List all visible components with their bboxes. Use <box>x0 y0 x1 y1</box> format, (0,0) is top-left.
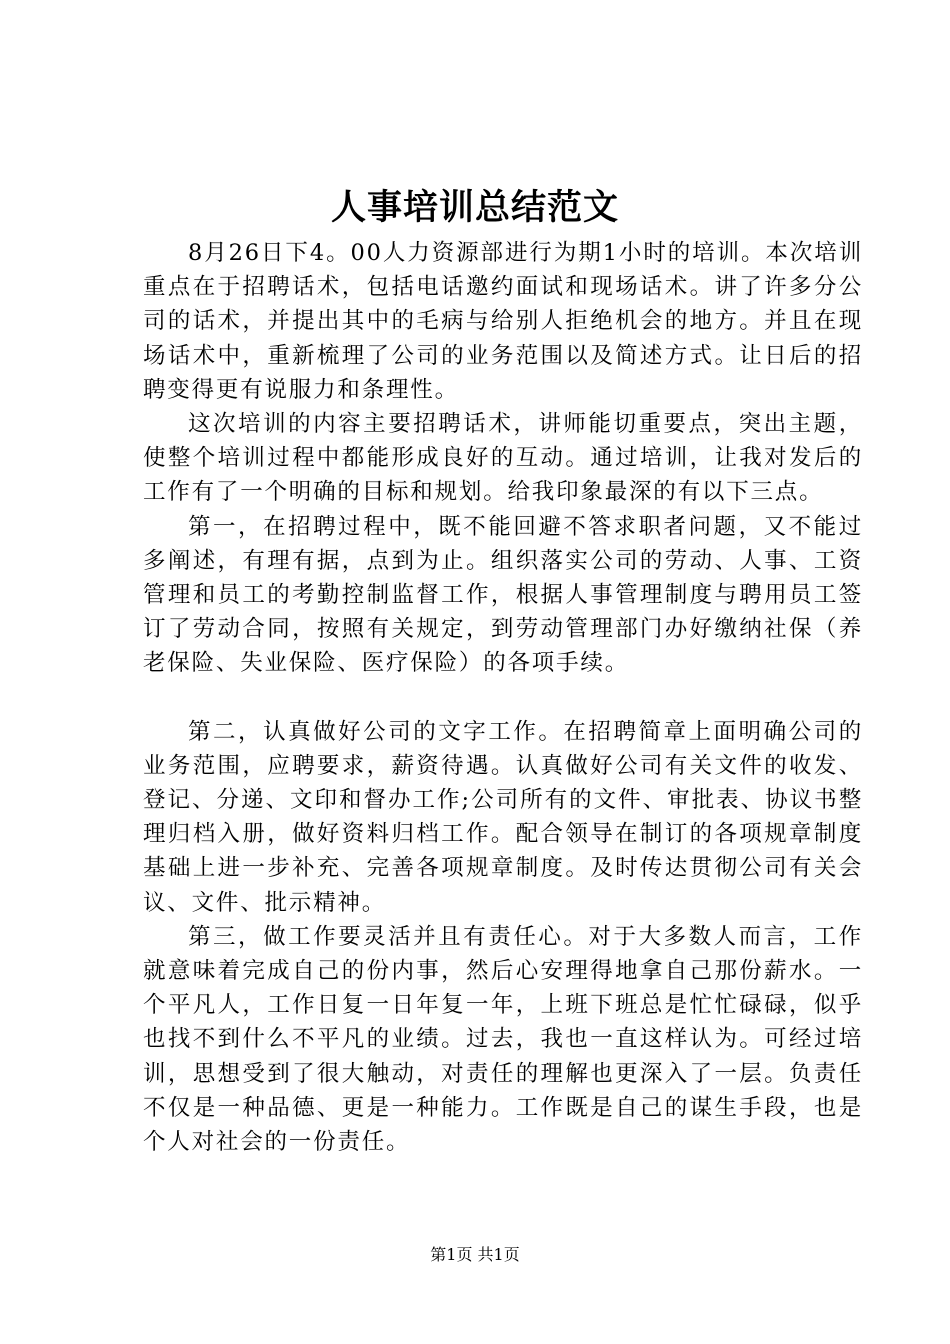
document-title: 人事培训总结范文 <box>330 187 619 228</box>
page-footer: 第1页 共1页 <box>430 1245 520 1264</box>
document-body <box>143 236 863 1159</box>
paragraph-intro: 8月26日下4。00人力资源部进行为期1小时的培训。本次培训重点在于招聘话术，包括电话邀约面试和现场话术。讲了许多分公司的话术，并提出其中的毛病与给别人拒绝机会的地方。并且在现场话术中，重新梳理了公司的业务范围以及简述方式。让日后的招聘变得更有说服力和条理性。 <box>143 240 863 403</box>
paragraph-summary: 这次培训的内容主要招聘话术，讲师能切重要点，突出主题，使整个培训过程中都能形成良好的互动。通过培训，让我对发后的工作有了一个明确的目标和规划。给我印象最深的有以下三点。 <box>143 411 863 506</box>
paragraph-point-one: 第一，在招聘过程中，既不能回避不答求职者问题，又不能过多阐述，有理有据，点到为止。组织落实公司的劳动、人事、工资管理和员工的考勤控制监督工作，根据人事管理制度与聘用员工签订了劳动合同，按照有关规定，到劳动管理部门办好缴纳社保（养老保险、失业保险、医疗保险）的各项手续。 <box>143 513 863 677</box>
paragraph-point-three: 第三，做工作要灵活并且有责任心。对于大多数人而言，工作就意味着完成自己的份内事，然后心安理得地拿自己那份薪水。一个平凡人，工作日复一日年复一年，上班下班总是忙忙碌碌，似乎也找不到什么不平凡的业绩。过去，我也一直这样认为。可经过培训，思想受到了很大触动，对责任的理解也更深入了一层。负责任不仅是一种品德、更是一种能力。工作既是自己的谋生手段，也是个人对社会的一份责任。 <box>143 923 863 1156</box>
paragraph-point-two: 第二，认真做好公司的文字工作。在招聘简章上面明确公司的业务范围，应聘要求，薪资待遇。认真做好公司有关文件的收发、登记、分递、文印和督办工作;公司所有的文件、审批表、协议书整理归档入册，做好资料归档工作。配合领导在制订的各项规章制度基础上进一步补充、完善各项规章制度。及时传达贯彻公司有关会议、文件、批示精神。 <box>143 718 863 916</box>
